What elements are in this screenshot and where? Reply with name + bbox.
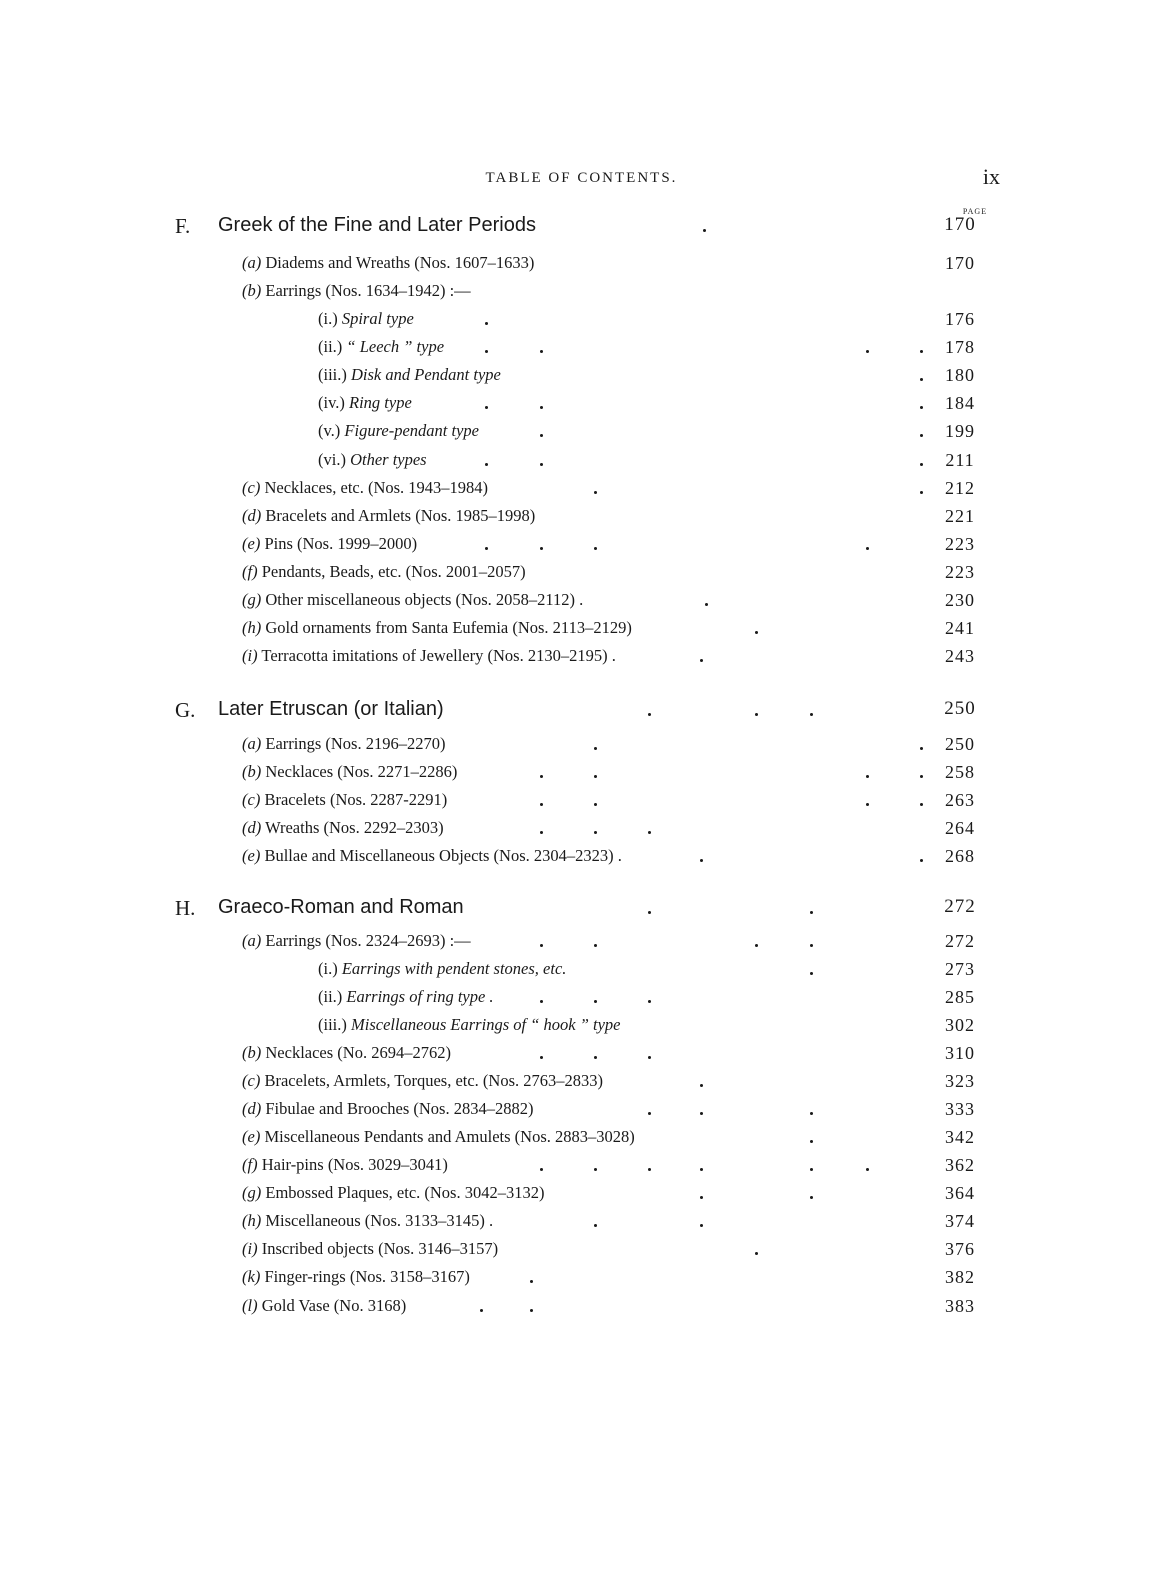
leader-dot bbox=[920, 775, 923, 778]
section-title: Greek of the Fine and Later Periods bbox=[218, 214, 536, 236]
leader-dot bbox=[920, 491, 923, 494]
entry-text bbox=[318, 987, 494, 1007]
section-page-number: 250 bbox=[944, 698, 976, 719]
leader-dot bbox=[594, 944, 597, 947]
leader-dot bbox=[540, 350, 543, 353]
leader-dot bbox=[920, 747, 923, 750]
toc-entry[interactable] bbox=[0, 818, 1163, 846]
entry-title: Earrings of ring type . bbox=[346, 987, 494, 1006]
toc-entry[interactable] bbox=[0, 1071, 1163, 1099]
leader-dot bbox=[648, 1168, 651, 1171]
leader-dot bbox=[920, 350, 923, 353]
leader-dot bbox=[485, 547, 488, 550]
entry-text bbox=[318, 309, 414, 329]
leader-dot bbox=[810, 972, 813, 975]
entry-text bbox=[242, 1127, 635, 1147]
entry-page-number: 302 bbox=[945, 1015, 975, 1035]
leader-dot bbox=[700, 1224, 703, 1227]
leader-dot bbox=[540, 803, 543, 806]
section-heading bbox=[0, 896, 1163, 924]
entry-label: (c) bbox=[242, 790, 261, 809]
section-letter: G. bbox=[175, 698, 196, 722]
entry-label: (c) bbox=[242, 1071, 261, 1090]
toc-entry[interactable] bbox=[0, 790, 1163, 818]
entry-text bbox=[242, 1155, 448, 1175]
entry-title: Earrings (Nos. 2196–2270) bbox=[265, 734, 446, 753]
entry-label: (f) bbox=[242, 562, 258, 581]
entry-label: (l) bbox=[242, 1296, 258, 1315]
entry-label: (c) bbox=[242, 478, 261, 497]
entry-page-number: 342 bbox=[945, 1127, 975, 1147]
entry-text bbox=[242, 1239, 498, 1259]
entry-title: Ring type bbox=[349, 393, 412, 412]
entry-text bbox=[242, 506, 535, 526]
toc-subentry[interactable] bbox=[0, 1015, 1163, 1043]
entry-title: Earrings (Nos. 2324–2693) :— bbox=[265, 931, 471, 950]
entry-text bbox=[318, 421, 479, 441]
leader-dot bbox=[540, 1168, 543, 1171]
leader-dot bbox=[810, 1196, 813, 1199]
toc-entry[interactable] bbox=[0, 281, 1163, 309]
leader-dot bbox=[700, 1112, 703, 1115]
entry-page-number: 211 bbox=[945, 450, 975, 470]
entry-label: (iv.) bbox=[318, 393, 345, 412]
entry-title: Embossed Plaques, etc. (Nos. 3042–3132) bbox=[265, 1183, 545, 1202]
toc-entry[interactable] bbox=[0, 534, 1163, 562]
entry-title: Other miscellaneous objects (Nos. 2058–2112) . bbox=[265, 590, 584, 609]
entry-text bbox=[242, 846, 622, 866]
entry-label: (a) bbox=[242, 734, 262, 753]
toc-entry[interactable] bbox=[0, 253, 1163, 281]
entry-page-number: 364 bbox=[945, 1183, 975, 1203]
entry-label: (i.) bbox=[318, 309, 338, 328]
toc-entry[interactable] bbox=[0, 1211, 1163, 1239]
entry-label: (a) bbox=[242, 253, 262, 272]
entry-text bbox=[318, 365, 501, 385]
leader-dot bbox=[594, 775, 597, 778]
entry-page-number: 264 bbox=[945, 818, 975, 838]
entry-title: Miscellaneous Pendants and Amulets (Nos. 2883–3028) bbox=[264, 1127, 635, 1146]
leader-dot bbox=[485, 350, 488, 353]
entry-text bbox=[242, 618, 632, 638]
toc-entry[interactable] bbox=[0, 1296, 1163, 1324]
leader-dot bbox=[755, 713, 758, 716]
entry-page-number: 221 bbox=[945, 506, 975, 526]
leader-dot bbox=[810, 1140, 813, 1143]
toc-subentry[interactable] bbox=[0, 450, 1163, 478]
entry-label: (iii.) bbox=[318, 1015, 347, 1034]
leader-dot bbox=[866, 547, 869, 550]
toc-entry[interactable] bbox=[0, 1267, 1163, 1295]
entry-label: (g) bbox=[242, 1183, 262, 1202]
entry-label: (iii.) bbox=[318, 365, 347, 384]
leader-dot bbox=[540, 775, 543, 778]
leader-dot bbox=[700, 859, 703, 862]
entry-page-number: 178 bbox=[945, 337, 975, 357]
entry-page-number: 223 bbox=[945, 534, 975, 554]
leader-dot bbox=[540, 547, 543, 550]
entry-title: Pins (Nos. 1999–2000) bbox=[264, 534, 418, 553]
section-page-number: 272 bbox=[944, 896, 976, 917]
section-letter: H. bbox=[175, 896, 196, 920]
toc-entry[interactable] bbox=[0, 562, 1163, 590]
leader-dot bbox=[648, 713, 651, 716]
toc-subentry[interactable] bbox=[0, 987, 1163, 1015]
entry-text bbox=[242, 590, 583, 610]
leader-dot bbox=[594, 491, 597, 494]
toc-entry[interactable] bbox=[0, 590, 1163, 618]
entry-title: Necklaces, etc. (Nos. 1943–1984) bbox=[264, 478, 489, 497]
entry-text bbox=[242, 1211, 493, 1231]
entry-page-number: 268 bbox=[945, 846, 975, 866]
leader-dot bbox=[810, 713, 813, 716]
section-heading bbox=[0, 214, 1163, 242]
leader-dot bbox=[540, 1000, 543, 1003]
entry-label: (b) bbox=[242, 281, 262, 300]
entry-label: (d) bbox=[242, 506, 262, 525]
entry-label: (ii.) bbox=[318, 987, 343, 1006]
leader-dot bbox=[540, 406, 543, 409]
leader-dot bbox=[810, 1168, 813, 1171]
entry-page-number: 376 bbox=[945, 1239, 975, 1259]
leader-dot bbox=[700, 1168, 703, 1171]
leader-dot bbox=[755, 944, 758, 947]
entry-label: (h) bbox=[242, 1211, 262, 1230]
leader-dot bbox=[540, 831, 543, 834]
entry-text bbox=[242, 1071, 603, 1091]
entry-title: Earrings with pendent stones, etc. bbox=[341, 959, 567, 978]
entry-page-number: 382 bbox=[945, 1267, 975, 1287]
entry-title: Hair-pins (Nos. 3029–3041) bbox=[261, 1155, 448, 1174]
toc-entry[interactable] bbox=[0, 1239, 1163, 1267]
entry-title: Earrings (Nos. 1634–1942) :— bbox=[265, 281, 471, 300]
leader-dot bbox=[648, 911, 651, 914]
leader-dot bbox=[700, 1196, 703, 1199]
entry-text bbox=[242, 762, 457, 782]
entry-page-number: 273 bbox=[945, 959, 975, 979]
entry-text bbox=[242, 534, 417, 554]
entry-title: Diadems and Wreaths (Nos. 1607–1633) bbox=[265, 253, 535, 272]
entry-text bbox=[242, 1296, 406, 1316]
toc-subentry[interactable] bbox=[0, 337, 1163, 365]
leader-dot bbox=[485, 463, 488, 466]
entry-title: Inscribed objects (Nos. 3146–3157) bbox=[261, 1239, 499, 1258]
leader-dot bbox=[866, 775, 869, 778]
entry-title: Terracotta imitations of Jewellery (Nos. 2130–2195) . bbox=[261, 646, 616, 665]
leader-dot bbox=[755, 631, 758, 634]
leader-dot bbox=[540, 1056, 543, 1059]
entry-page-number: 263 bbox=[945, 790, 975, 810]
leader-dot bbox=[648, 1000, 651, 1003]
entry-label: (v.) bbox=[318, 421, 341, 440]
toc-entry[interactable] bbox=[0, 1099, 1163, 1127]
entry-page-number: 333 bbox=[945, 1099, 975, 1119]
entry-label: (f) bbox=[242, 1155, 258, 1174]
entry-page-number: 323 bbox=[945, 1071, 975, 1091]
entry-label: (e) bbox=[242, 1127, 261, 1146]
entry-page-number: 223 bbox=[945, 562, 975, 582]
entry-title: Spiral type bbox=[341, 309, 414, 328]
leader-dot bbox=[480, 1309, 483, 1312]
leader-dot bbox=[648, 1056, 651, 1059]
entry-page-number: 285 bbox=[945, 987, 975, 1007]
entry-text bbox=[242, 931, 471, 951]
entry-label: (k) bbox=[242, 1267, 261, 1286]
entry-text bbox=[242, 818, 444, 838]
entry-page-number: 258 bbox=[945, 762, 975, 782]
entry-title: Gold Vase (No. 3168) bbox=[261, 1296, 407, 1315]
toc-entry[interactable] bbox=[0, 762, 1163, 790]
leader-dot bbox=[700, 1084, 703, 1087]
entry-page-number: 230 bbox=[945, 590, 975, 610]
section-title: Graeco-Roman and Roman bbox=[218, 896, 464, 918]
leader-dot bbox=[540, 463, 543, 466]
entry-label: (b) bbox=[242, 762, 262, 781]
leader-dot bbox=[540, 434, 543, 437]
leader-dot bbox=[530, 1280, 533, 1283]
entry-title: Bracelets (Nos. 2287-2291) bbox=[264, 790, 448, 809]
entry-title: Miscellaneous (Nos. 3133–3145) . bbox=[265, 1211, 494, 1230]
leader-dot bbox=[530, 1309, 533, 1312]
entry-title: Disk and Pendant type bbox=[351, 365, 501, 384]
leader-dot bbox=[485, 406, 488, 409]
entry-label: (d) bbox=[242, 818, 262, 837]
leader-dot bbox=[594, 747, 597, 750]
leader-dot bbox=[866, 803, 869, 806]
leader-dot bbox=[866, 1168, 869, 1171]
toc-entry[interactable] bbox=[0, 1043, 1163, 1071]
entry-text bbox=[318, 1015, 620, 1035]
section-heading bbox=[0, 698, 1163, 726]
entry-text bbox=[242, 562, 526, 582]
leader-dot bbox=[703, 229, 706, 232]
entry-title: Fibulae and Brooches (Nos. 2834–2882) bbox=[265, 1099, 534, 1118]
entry-label: (e) bbox=[242, 534, 261, 553]
entry-text bbox=[242, 1043, 451, 1063]
entry-text bbox=[242, 1183, 544, 1203]
leader-dot bbox=[594, 1056, 597, 1059]
entry-label: (ii.) bbox=[318, 337, 343, 356]
page-column-label: PAGE bbox=[962, 207, 988, 216]
entry-text bbox=[242, 478, 488, 498]
entry-page-number: 170 bbox=[945, 253, 975, 273]
toc-subentry[interactable] bbox=[0, 959, 1163, 987]
running-head: TABLE OF CONTENTS. bbox=[485, 170, 678, 186]
leader-dot bbox=[810, 911, 813, 914]
toc-entry[interactable] bbox=[0, 1127, 1163, 1155]
section-letter: F. bbox=[175, 214, 191, 238]
entry-page-number: 212 bbox=[945, 478, 975, 498]
entry-text bbox=[242, 734, 445, 754]
leader-dot bbox=[648, 831, 651, 834]
toc-entry[interactable] bbox=[0, 1183, 1163, 1211]
entry-title: Necklaces (No. 2694–2762) bbox=[265, 1043, 451, 1062]
entry-title: Pendants, Beads, etc. (Nos. 2001–2057) bbox=[261, 562, 526, 581]
leader-dot bbox=[920, 406, 923, 409]
entry-label: (i.) bbox=[318, 959, 338, 978]
entry-title: Gold ornaments from Santa Eufemia (Nos. 2113–2129) bbox=[265, 618, 632, 637]
entry-text bbox=[242, 790, 447, 810]
entry-label: (vi.) bbox=[318, 450, 346, 469]
entry-label: (g) bbox=[242, 590, 262, 609]
leader-dot bbox=[594, 1224, 597, 1227]
entry-text bbox=[242, 1267, 470, 1287]
entry-label: (h) bbox=[242, 618, 262, 637]
leader-dot bbox=[485, 322, 488, 325]
entry-text bbox=[318, 959, 566, 979]
toc-entry[interactable] bbox=[0, 506, 1163, 534]
entry-title: Necklaces (Nos. 2271–2286) bbox=[265, 762, 458, 781]
toc-entry[interactable] bbox=[0, 1155, 1163, 1183]
entry-page-number: 250 bbox=[945, 734, 975, 754]
entry-page-number: 180 bbox=[945, 365, 975, 385]
entry-text bbox=[318, 450, 427, 470]
folio-page-number: ix bbox=[982, 164, 1000, 189]
entry-page-number: 241 bbox=[945, 618, 975, 638]
entry-label: (i) bbox=[242, 646, 258, 665]
leader-dot bbox=[648, 1112, 651, 1115]
toc-entry[interactable] bbox=[0, 846, 1163, 874]
entry-page-number: 272 bbox=[945, 931, 975, 951]
entry-title: Bullae and Miscellaneous Objects (Nos. 2304–2323) . bbox=[264, 846, 622, 865]
leader-dot bbox=[594, 547, 597, 550]
entry-text bbox=[318, 337, 444, 357]
entry-title: Miscellaneous Earrings of “ hook ” type bbox=[351, 1015, 621, 1034]
entry-label: (a) bbox=[242, 931, 262, 950]
leader-dot bbox=[755, 1252, 758, 1255]
entry-title: Wreaths (Nos. 2292–2303) bbox=[265, 818, 444, 837]
toc-entry[interactable] bbox=[0, 931, 1163, 959]
entry-title: “ Leech ” type bbox=[346, 337, 445, 356]
entry-page-number: 176 bbox=[945, 309, 975, 329]
leader-dot bbox=[920, 859, 923, 862]
leader-dot bbox=[594, 803, 597, 806]
section-title: Later Etruscan (or Italian) bbox=[218, 698, 444, 720]
entry-label: (b) bbox=[242, 1043, 262, 1062]
leader-dot bbox=[700, 659, 703, 662]
toc-entry[interactable] bbox=[0, 646, 1163, 674]
leader-dot bbox=[705, 603, 708, 606]
leader-dot bbox=[810, 1112, 813, 1115]
entry-title: Figure-pendant type bbox=[344, 421, 479, 440]
entry-title: Finger-rings (Nos. 3158–3167) bbox=[264, 1267, 470, 1286]
entry-page-number: 374 bbox=[945, 1211, 975, 1231]
leader-dot bbox=[594, 1168, 597, 1171]
entry-text bbox=[318, 393, 412, 413]
leader-dot bbox=[540, 944, 543, 947]
entry-text bbox=[242, 253, 534, 273]
leader-dot bbox=[920, 378, 923, 381]
leader-dot bbox=[920, 434, 923, 437]
toc-subentry[interactable] bbox=[0, 309, 1163, 337]
entry-page-number: 243 bbox=[945, 646, 975, 666]
toc-subentry[interactable] bbox=[0, 393, 1163, 421]
leader-dot bbox=[594, 831, 597, 834]
entry-text bbox=[242, 646, 616, 666]
entry-label: (i) bbox=[242, 1239, 258, 1258]
leader-dot bbox=[594, 1000, 597, 1003]
toc-entry[interactable] bbox=[0, 618, 1163, 646]
entry-label: (d) bbox=[242, 1099, 262, 1118]
leader-dot bbox=[810, 944, 813, 947]
entry-page-number: 362 bbox=[945, 1155, 975, 1175]
toc-entry[interactable] bbox=[0, 478, 1163, 506]
entry-text bbox=[242, 281, 471, 301]
entry-page-number: 184 bbox=[945, 393, 975, 413]
leader-dot bbox=[920, 463, 923, 466]
toc-subentry[interactable] bbox=[0, 421, 1163, 449]
entry-title: Other types bbox=[350, 450, 427, 469]
entry-page-number: 310 bbox=[945, 1043, 975, 1063]
leader-dot bbox=[866, 350, 869, 353]
toc-subentry[interactable] bbox=[0, 365, 1163, 393]
entry-label: (e) bbox=[242, 846, 261, 865]
entry-text bbox=[242, 1099, 533, 1119]
section-page-number: 170 bbox=[944, 214, 976, 235]
toc-entry[interactable] bbox=[0, 734, 1163, 762]
leader-dot bbox=[920, 803, 923, 806]
entry-title: Bracelets and Armlets (Nos. 1985–1998) bbox=[265, 506, 536, 525]
entry-title: Bracelets, Armlets, Torques, etc. (Nos. 2763–2833) bbox=[264, 1071, 604, 1090]
entry-page-number: 199 bbox=[945, 421, 975, 441]
entry-page-number: 383 bbox=[945, 1296, 975, 1316]
